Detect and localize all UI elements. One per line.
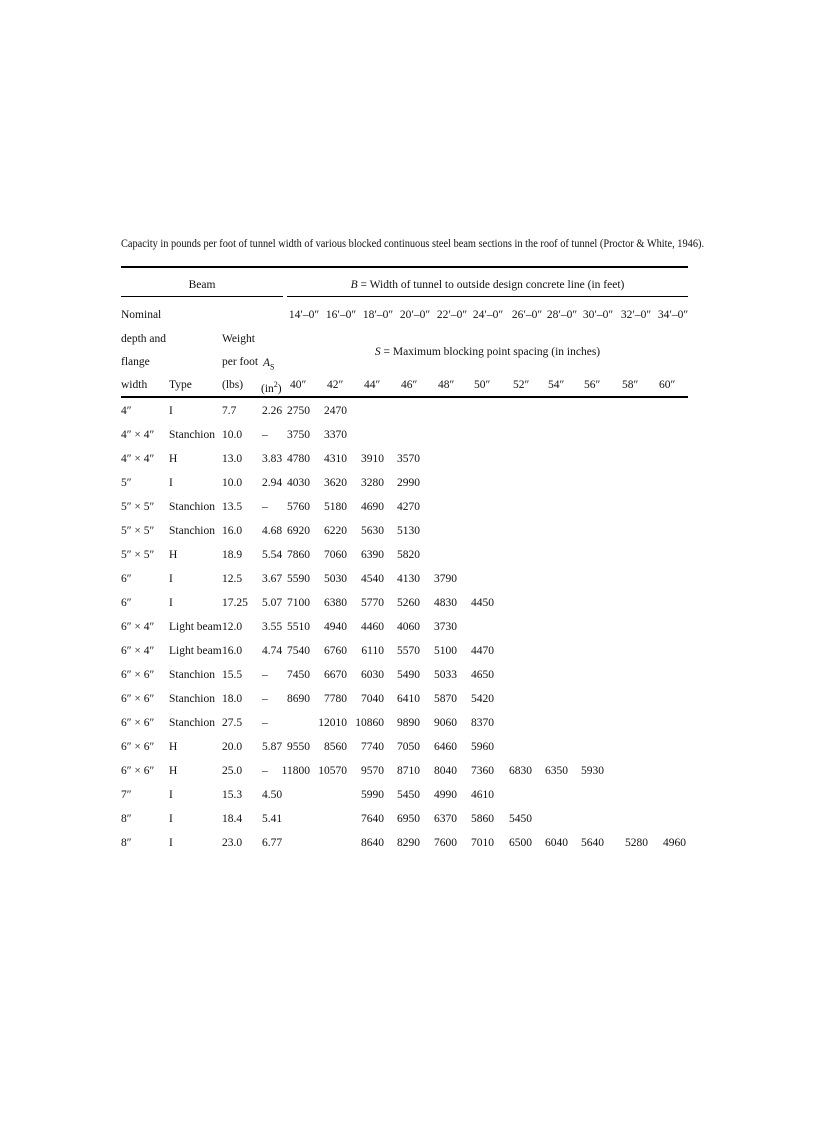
row-type: Stanchion (169, 669, 215, 681)
row-value: 5420 (471, 693, 494, 705)
row-as: 3.55 (262, 621, 283, 633)
table-row (0, 475, 816, 491)
row-type: I (169, 477, 173, 489)
row-value: 7860 (287, 549, 310, 561)
row-size: 6″ (121, 597, 132, 609)
spacing-header-1: 42″ (327, 379, 344, 391)
row-size: 7″ (121, 789, 132, 801)
row-as: 3.83 (262, 453, 283, 465)
row-as: – (262, 429, 268, 441)
row-as: – (262, 765, 268, 777)
row-weight: 17.25 (222, 597, 248, 609)
row-value: 6350 (545, 765, 568, 777)
table-row (0, 499, 816, 515)
row-value: 5100 (434, 645, 457, 657)
row-weight: 16.0 (222, 525, 243, 537)
row-size: 6″ × 6″ (121, 765, 155, 777)
as-unit-close: ) (277, 382, 282, 395)
spacing-header-4: 48″ (438, 379, 455, 391)
row-value: 3570 (397, 453, 420, 465)
row-type: H (169, 741, 178, 753)
row-value: 9550 (287, 741, 310, 753)
row-value: 6040 (545, 837, 568, 849)
as-unit-sup: 2 (273, 380, 278, 389)
spacing-header-7: 54″ (548, 379, 565, 391)
nominal-header-line-1: Nominal (121, 309, 162, 321)
row-value: 4990 (434, 789, 457, 801)
row-as: 4.74 (262, 645, 283, 657)
spacing-group-label (287, 345, 688, 359)
beam-group-rule (121, 296, 283, 297)
row-size: 5″ × 5″ (121, 501, 155, 513)
as-var: A (263, 357, 271, 369)
row-as: – (262, 501, 268, 513)
row-value: 5490 (397, 669, 420, 681)
spacing-header-10: 60″ (659, 379, 676, 391)
row-size: 8″ (121, 813, 132, 825)
row-value: 8690 (287, 693, 310, 705)
row-type: H (169, 765, 178, 777)
row-value: 4650 (471, 669, 494, 681)
row-weight: 7.7 (222, 405, 237, 417)
row-value: 5570 (397, 645, 420, 657)
row-value: 6030 (361, 669, 384, 681)
nominal-header-line-3: flange (121, 356, 150, 368)
row-value: 4060 (397, 621, 420, 633)
row-as: 6.77 (262, 837, 283, 849)
row-weight: 10.0 (222, 477, 243, 489)
row-weight: 15.5 (222, 669, 243, 681)
row-type: I (169, 813, 173, 825)
beam-group-text: Beam (188, 279, 216, 291)
table-row (0, 451, 816, 467)
row-size: 8″ (121, 837, 132, 849)
row-weight: 12.0 (222, 621, 243, 633)
table-row (0, 643, 816, 659)
row-size: 6″ × 6″ (121, 741, 155, 753)
row-weight: 15.3 (222, 789, 243, 801)
table-row (0, 667, 816, 683)
row-value: 5280 (625, 837, 648, 849)
row-size: 6″ × 4″ (121, 645, 155, 657)
row-value: 7780 (324, 693, 347, 705)
spacing-header-6: 52″ (513, 379, 530, 391)
row-value: 6830 (509, 765, 532, 777)
row-type: Light beam (169, 645, 222, 657)
table-row (0, 763, 816, 779)
row-value: 2750 (287, 405, 310, 417)
row-value: 8370 (471, 717, 494, 729)
width-header-10: 34′–0″ (657, 309, 689, 321)
row-weight: 18.4 (222, 813, 243, 825)
row-weight: 13.5 (222, 501, 243, 513)
row-type: Stanchion (169, 525, 215, 537)
row-value: 5860 (471, 813, 494, 825)
row-size: 6″ × 4″ (121, 621, 155, 633)
row-value: 6370 (434, 813, 457, 825)
row-value: 4690 (361, 501, 384, 513)
row-value: 5450 (509, 813, 532, 825)
row-type: I (169, 573, 173, 585)
width-header-4: 22′–0″ (436, 309, 468, 321)
row-as: 5.54 (262, 549, 283, 561)
table-row (0, 547, 816, 563)
row-weight: 10.0 (222, 429, 243, 441)
table-row (0, 403, 816, 419)
row-value: 4130 (397, 573, 420, 585)
row-type: H (169, 453, 178, 465)
row-value: 6410 (397, 693, 420, 705)
row-value: 5510 (287, 621, 310, 633)
row-value: 8560 (324, 741, 347, 753)
row-value: 5630 (361, 525, 384, 537)
row-as: – (262, 693, 268, 705)
row-value: 4540 (361, 573, 384, 585)
row-value: 5590 (287, 573, 310, 585)
row-weight: 25.0 (222, 765, 243, 777)
row-value: 9060 (434, 717, 457, 729)
as-unit-header (261, 378, 282, 396)
row-value: 4450 (471, 597, 494, 609)
row-size: 5″ × 5″ (121, 549, 155, 561)
row-value: 6950 (397, 813, 420, 825)
row-as: – (262, 717, 268, 729)
width-group-rule (287, 296, 688, 297)
row-value: 5770 (361, 597, 384, 609)
row-value: 3790 (434, 573, 457, 585)
row-value: 5450 (397, 789, 420, 801)
as-header (263, 356, 274, 374)
nominal-header-line-2: depth and (121, 333, 167, 345)
table-row (0, 427, 816, 443)
row-value: 3370 (324, 429, 347, 441)
width-var: B (350, 279, 358, 291)
row-value: 3750 (287, 429, 310, 441)
row-value: 7360 (471, 765, 494, 777)
row-value: 5033 (434, 669, 457, 681)
row-as: 5.87 (262, 741, 283, 753)
row-value: 5990 (361, 789, 384, 801)
row-weight: 23.0 (222, 837, 243, 849)
row-value: 7010 (471, 837, 494, 849)
table-row (0, 835, 816, 851)
row-as: 4.50 (262, 789, 283, 801)
row-weight: 18.9 (222, 549, 243, 561)
row-value: 4780 (287, 453, 310, 465)
row-value: 10570 (318, 765, 347, 777)
row-as: 5.41 (262, 813, 283, 825)
table-row (0, 595, 816, 611)
width-header-3: 20′–0″ (399, 309, 431, 321)
weight-header-line-3: (lbs) (222, 379, 244, 391)
row-as: 3.67 (262, 573, 283, 585)
row-type: I (169, 597, 173, 609)
row-type: I (169, 789, 173, 801)
row-size: 4″ × 4″ (121, 429, 155, 441)
row-value: 5260 (397, 597, 420, 609)
row-weight: 16.0 (222, 645, 243, 657)
spacing-header-5: 50″ (474, 379, 491, 391)
as-unit-open: (in (261, 382, 274, 395)
row-value: 7600 (434, 837, 457, 849)
row-weight: 27.5 (222, 717, 243, 729)
row-value: 12010 (318, 717, 347, 729)
row-weight: 13.0 (222, 453, 243, 465)
row-type: Stanchion (169, 501, 215, 513)
row-value: 11800 (281, 765, 310, 777)
row-as: – (262, 669, 268, 681)
row-as: 2.94 (262, 477, 283, 489)
row-value: 5640 (581, 837, 604, 849)
row-as: 4.68 (262, 525, 283, 537)
row-type: I (169, 837, 173, 849)
row-size: 6″ × 6″ (121, 717, 155, 729)
table-row (0, 739, 816, 755)
width-header-9: 32′–0″ (620, 309, 652, 321)
row-value: 5760 (287, 501, 310, 513)
row-value: 7640 (361, 813, 384, 825)
row-value: 2470 (324, 405, 347, 417)
row-value: 8040 (434, 765, 457, 777)
row-weight: 18.0 (222, 693, 243, 705)
spacing-header-8: 56″ (584, 379, 601, 391)
row-value: 7740 (361, 741, 384, 753)
row-value: 6460 (434, 741, 457, 753)
table-row (0, 691, 816, 707)
width-header-0: 14′–0″ (288, 309, 320, 321)
row-size: 5″ × 5″ (121, 525, 155, 537)
row-value: 3620 (324, 477, 347, 489)
nominal-header-line-4: width (121, 379, 148, 391)
spacing-header-9: 58″ (622, 379, 639, 391)
as-sub: S (270, 362, 275, 372)
row-value: 4470 (471, 645, 494, 657)
table-row (0, 523, 816, 539)
row-as: 2.26 (262, 405, 283, 417)
top-rule (121, 266, 688, 268)
row-size: 6″ (121, 573, 132, 585)
row-size: 4″ (121, 405, 132, 417)
row-type: Stanchion (169, 717, 215, 729)
row-value: 7450 (287, 669, 310, 681)
weight-header-line-2: per foot (222, 356, 259, 368)
table-row (0, 619, 816, 635)
row-value: 3910 (361, 453, 384, 465)
row-value: 7540 (287, 645, 310, 657)
row-value: 6500 (509, 837, 532, 849)
row-value: 6920 (287, 525, 310, 537)
table-row (0, 715, 816, 731)
weight-header-line-1: Weight (222, 333, 255, 345)
row-type: Stanchion (169, 429, 215, 441)
width-header-7: 28′–0″ (546, 309, 578, 321)
width-header-5: 24′–0″ (472, 309, 504, 321)
row-value: 8290 (397, 837, 420, 849)
row-value: 4830 (434, 597, 457, 609)
row-value: 9570 (361, 765, 384, 777)
width-label-text: = Width of tunnel to outside design concrete line (in feet) (357, 279, 625, 291)
row-value: 10860 (355, 717, 384, 729)
row-value: 8640 (361, 837, 384, 849)
width-group-label (287, 278, 688, 292)
row-weight: 12.5 (222, 573, 243, 585)
table-row (0, 571, 816, 587)
row-value: 6220 (324, 525, 347, 537)
row-value: 6670 (324, 669, 347, 681)
row-value: 4310 (324, 453, 347, 465)
row-value: 6390 (361, 549, 384, 561)
row-as: 5.07 (262, 597, 283, 609)
row-value: 7050 (397, 741, 420, 753)
spacing-var: S (374, 346, 381, 358)
table-row (0, 811, 816, 827)
width-header-8: 30′–0″ (582, 309, 614, 321)
row-size: 5″ (121, 477, 132, 489)
row-value: 4610 (471, 789, 494, 801)
row-value: 4270 (397, 501, 420, 513)
row-value: 3280 (361, 477, 384, 489)
row-value: 6380 (324, 597, 347, 609)
row-value: 5870 (434, 693, 457, 705)
row-size: 4″ × 4″ (121, 453, 155, 465)
row-type: I (169, 405, 173, 417)
row-value: 9890 (397, 717, 420, 729)
row-value: 4030 (287, 477, 310, 489)
row-value: 7100 (287, 597, 310, 609)
row-value: 4940 (324, 621, 347, 633)
row-type: Light beam (169, 621, 222, 633)
spacing-header-3: 46″ (401, 379, 418, 391)
beam-group-label (121, 278, 283, 292)
row-value: 5130 (397, 525, 420, 537)
spacing-label-text: = Maximum blocking point spacing (in inches) (380, 346, 601, 358)
row-value: 4960 (663, 837, 686, 849)
table-row (0, 787, 816, 803)
row-value: 5180 (324, 501, 347, 513)
row-size: 6″ × 6″ (121, 693, 155, 705)
width-header-1: 16′–0″ (325, 309, 357, 321)
row-weight: 20.0 (222, 741, 243, 753)
spacing-header-2: 44″ (364, 379, 381, 391)
row-value: 5820 (397, 549, 420, 561)
row-value: 6760 (324, 645, 347, 657)
row-value: 5960 (471, 741, 494, 753)
row-value: 4460 (361, 621, 384, 633)
row-size: 6″ × 6″ (121, 669, 155, 681)
row-value: 5930 (581, 765, 604, 777)
table-caption: Capacity in pounds per foot of tunnel width of various blocked continuous steel beam sections in the roof of tunnel (Proctor & White, 1946). (121, 238, 705, 250)
row-type: Stanchion (169, 693, 215, 705)
row-value: 5030 (324, 573, 347, 585)
header-bottom-rule (121, 396, 688, 398)
row-value: 3730 (434, 621, 457, 633)
type-header: Type (169, 379, 192, 391)
row-value: 8710 (397, 765, 420, 777)
row-value: 7040 (361, 693, 384, 705)
row-value: 7060 (324, 549, 347, 561)
row-value: 6110 (361, 645, 384, 657)
row-value: 2990 (397, 477, 420, 489)
width-header-2: 18′–0″ (362, 309, 394, 321)
spacing-header-0: 40″ (290, 379, 307, 391)
row-type: H (169, 549, 178, 561)
width-header-6: 26′–0″ (511, 309, 543, 321)
